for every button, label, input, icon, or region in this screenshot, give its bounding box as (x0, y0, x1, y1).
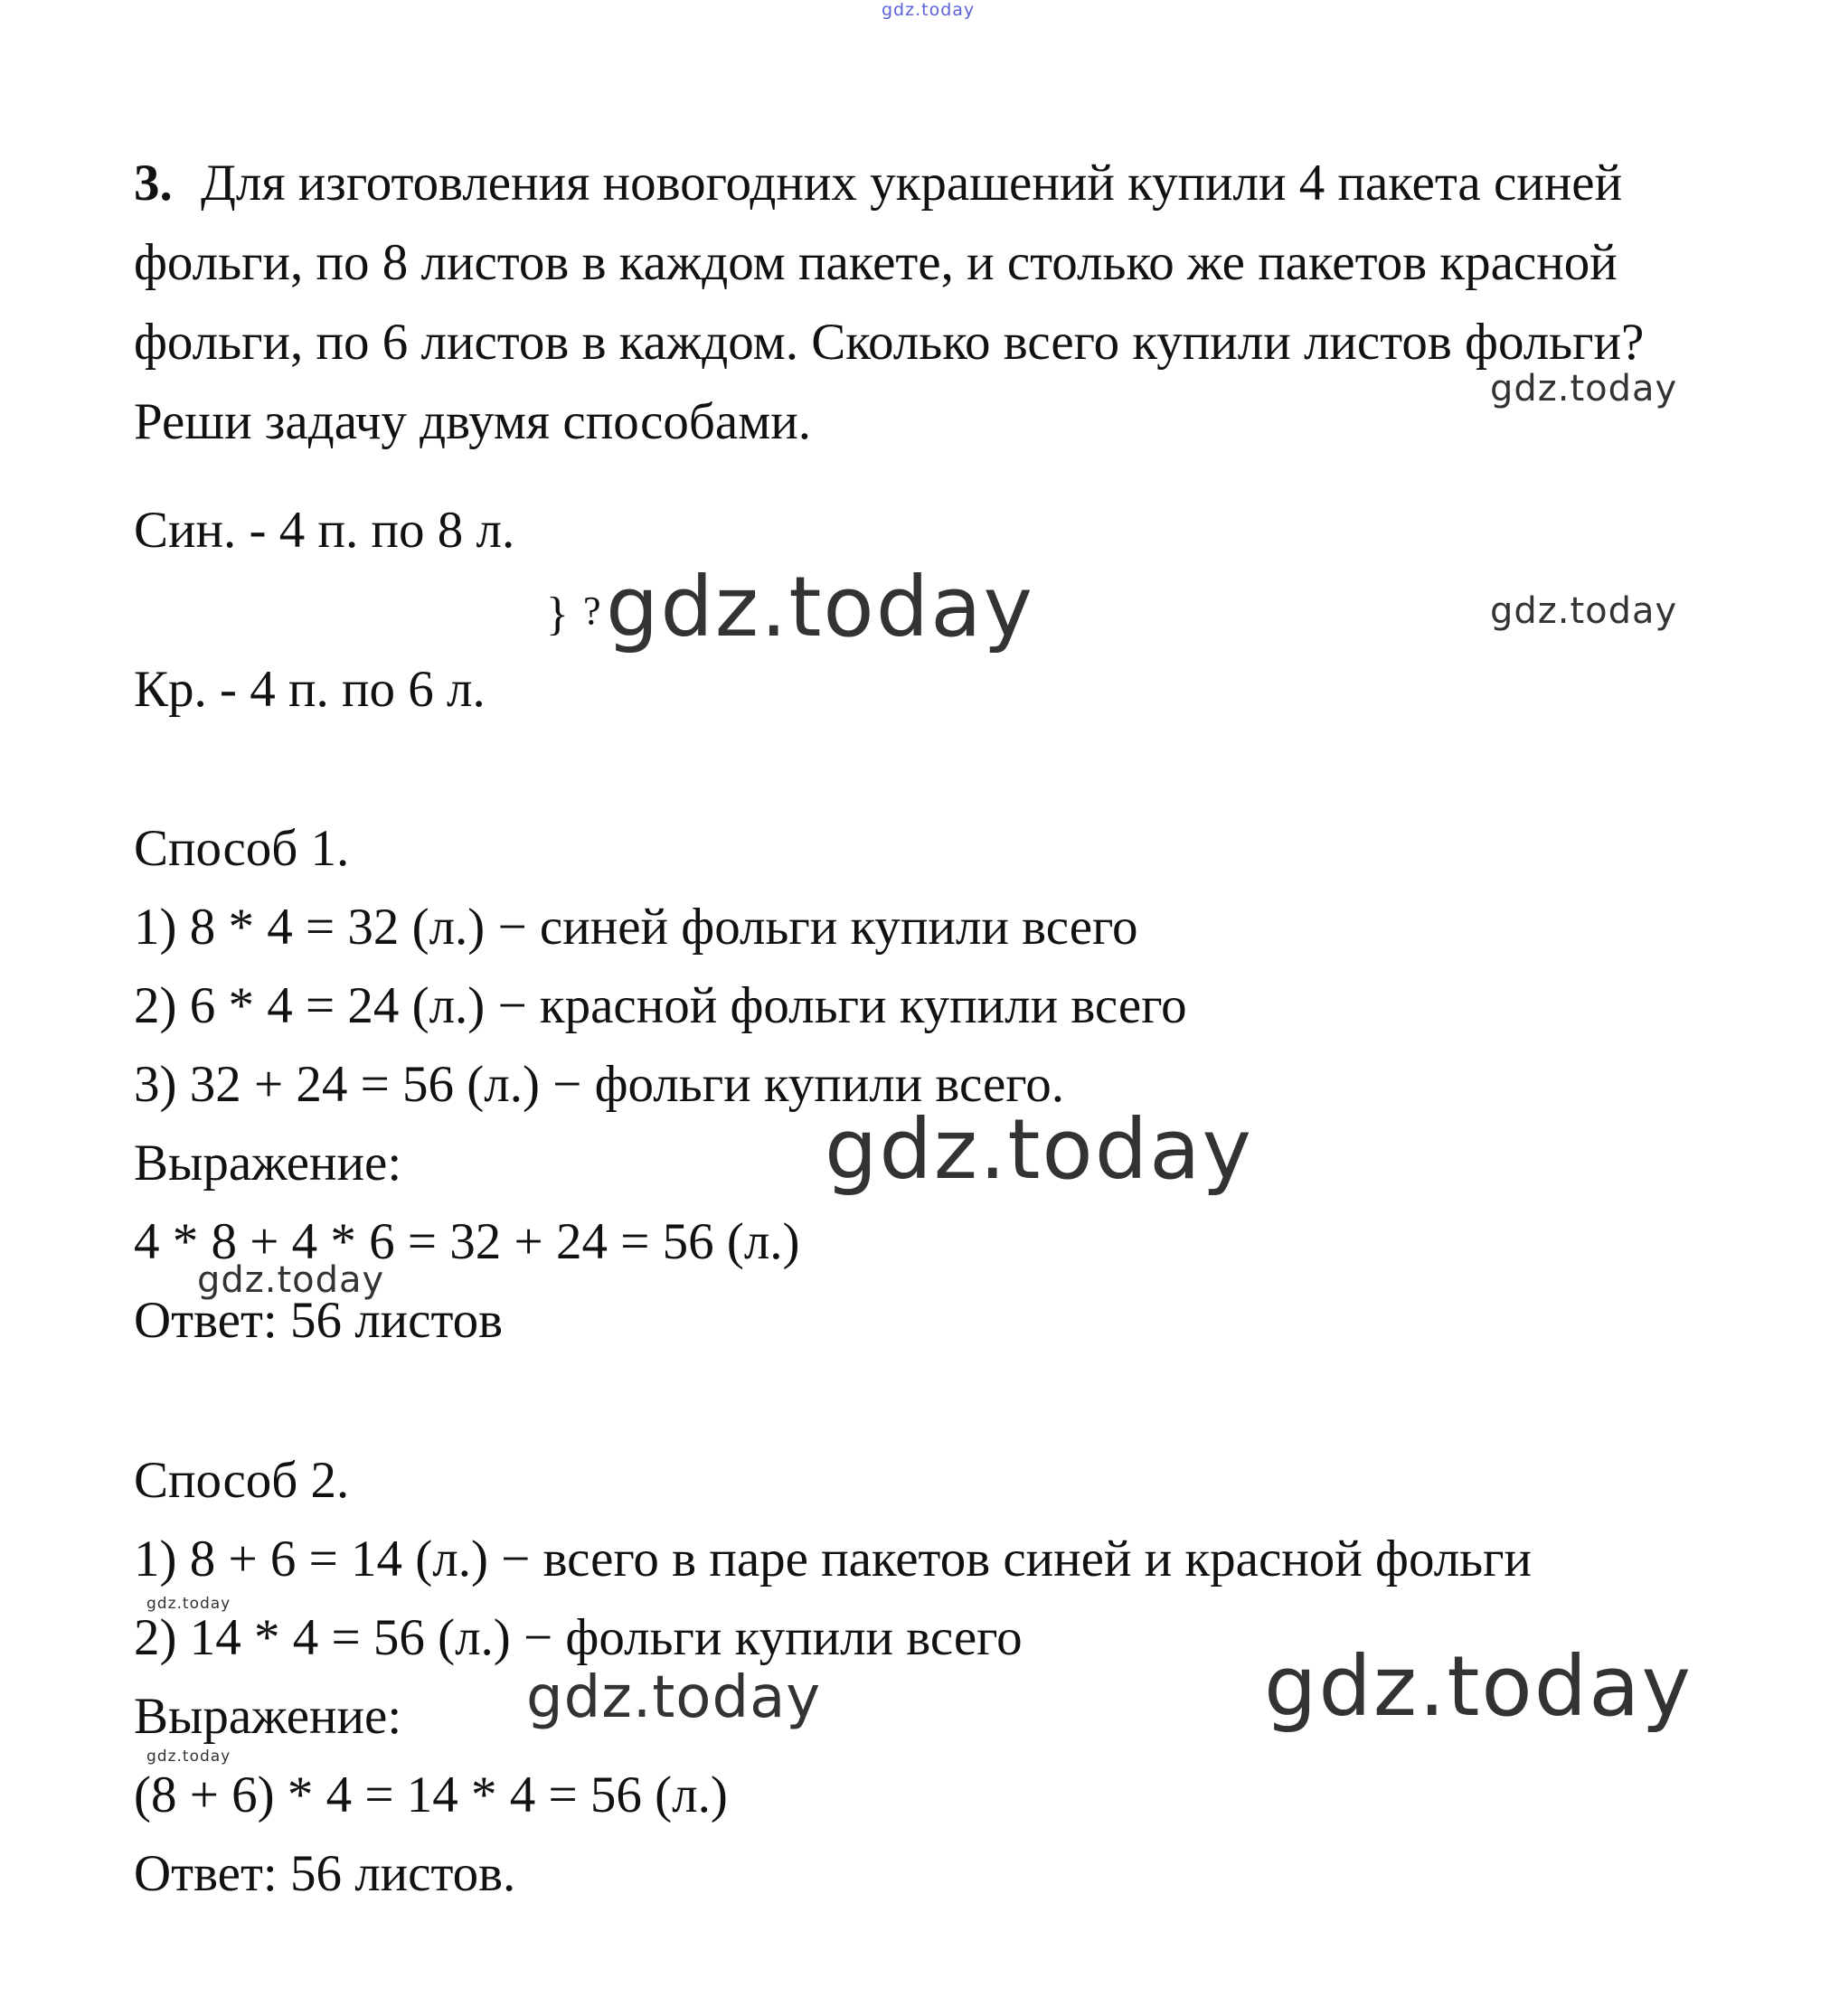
problem-line-2: фольги, по 8 листов в каждом пакете, и столько же пакетов красной (134, 234, 1618, 291)
watermark-tiny-2: gdz.today (146, 1748, 231, 1766)
method2-answer: Ответ: 56 листов. (134, 1845, 516, 1902)
watermark-large-1: gdz.today (606, 559, 1034, 655)
method2-step-1: 1) 8 + 6 = 14 (л.) − всего в паре пакетов синей и красной фольги (134, 1531, 1533, 1587)
condition-brace: } (546, 589, 569, 640)
watermark-large-2: gdz.today (825, 1101, 1253, 1198)
method1-step-2: 2) 6 * 4 = 24 (л.) − красной фольги купили всего (134, 977, 1187, 1034)
method1-step-1: 1) 8 * 4 = 32 (л.) − синей фольги купили всего (134, 899, 1138, 956)
watermark-top: gdz.today (882, 0, 976, 20)
method2-step-2: 2) 14 * 4 = 56 (л.) − фольги купили всего (134, 1609, 1023, 1666)
condition-question: ? (583, 589, 601, 633)
problem-number: 3. (134, 155, 173, 212)
problem-line-3: фольги, по 6 листов в каждом. Сколько всего купили листов фольги? (134, 314, 1645, 371)
method2-title: Способ 2. (134, 1452, 350, 1509)
method2-expression-label: Выражение: (134, 1688, 402, 1745)
problem-line-4: Реши задачу двумя способами. (134, 393, 812, 450)
condition-red: Кр. - 4 п. по 6 л. (134, 661, 486, 718)
problem-line-1: Для изготовления новогодних украшений купили 4 пакета синей (201, 155, 1623, 212)
watermark-small-1: gdz.today (1490, 368, 1678, 410)
watermark-medium-1: gdz.today (526, 1664, 822, 1731)
watermark-tiny-1: gdz.today (146, 1595, 231, 1613)
method1-expression: 4 * 8 + 4 * 6 = 32 + 24 = 56 (л.) (134, 1213, 800, 1270)
method2-expression: (8 + 6) * 4 = 14 * 4 = 56 (л.) (134, 1766, 728, 1823)
method1-title: Способ 1. (134, 820, 350, 877)
condition-blue: Син. - 4 п. по 8 л. (134, 502, 515, 559)
method1-expression-label: Выражение: (134, 1135, 402, 1192)
watermark-large-3: gdz.today (1264, 1638, 1693, 1735)
method1-step-3: 3) 32 + 24 = 56 (л.) − фольги купили всего. (134, 1056, 1065, 1113)
method1-answer: Ответ: 56 листов (134, 1292, 504, 1349)
watermark-small-3: gdz.today (197, 1259, 385, 1301)
watermark-small-2: gdz.today (1490, 590, 1678, 632)
